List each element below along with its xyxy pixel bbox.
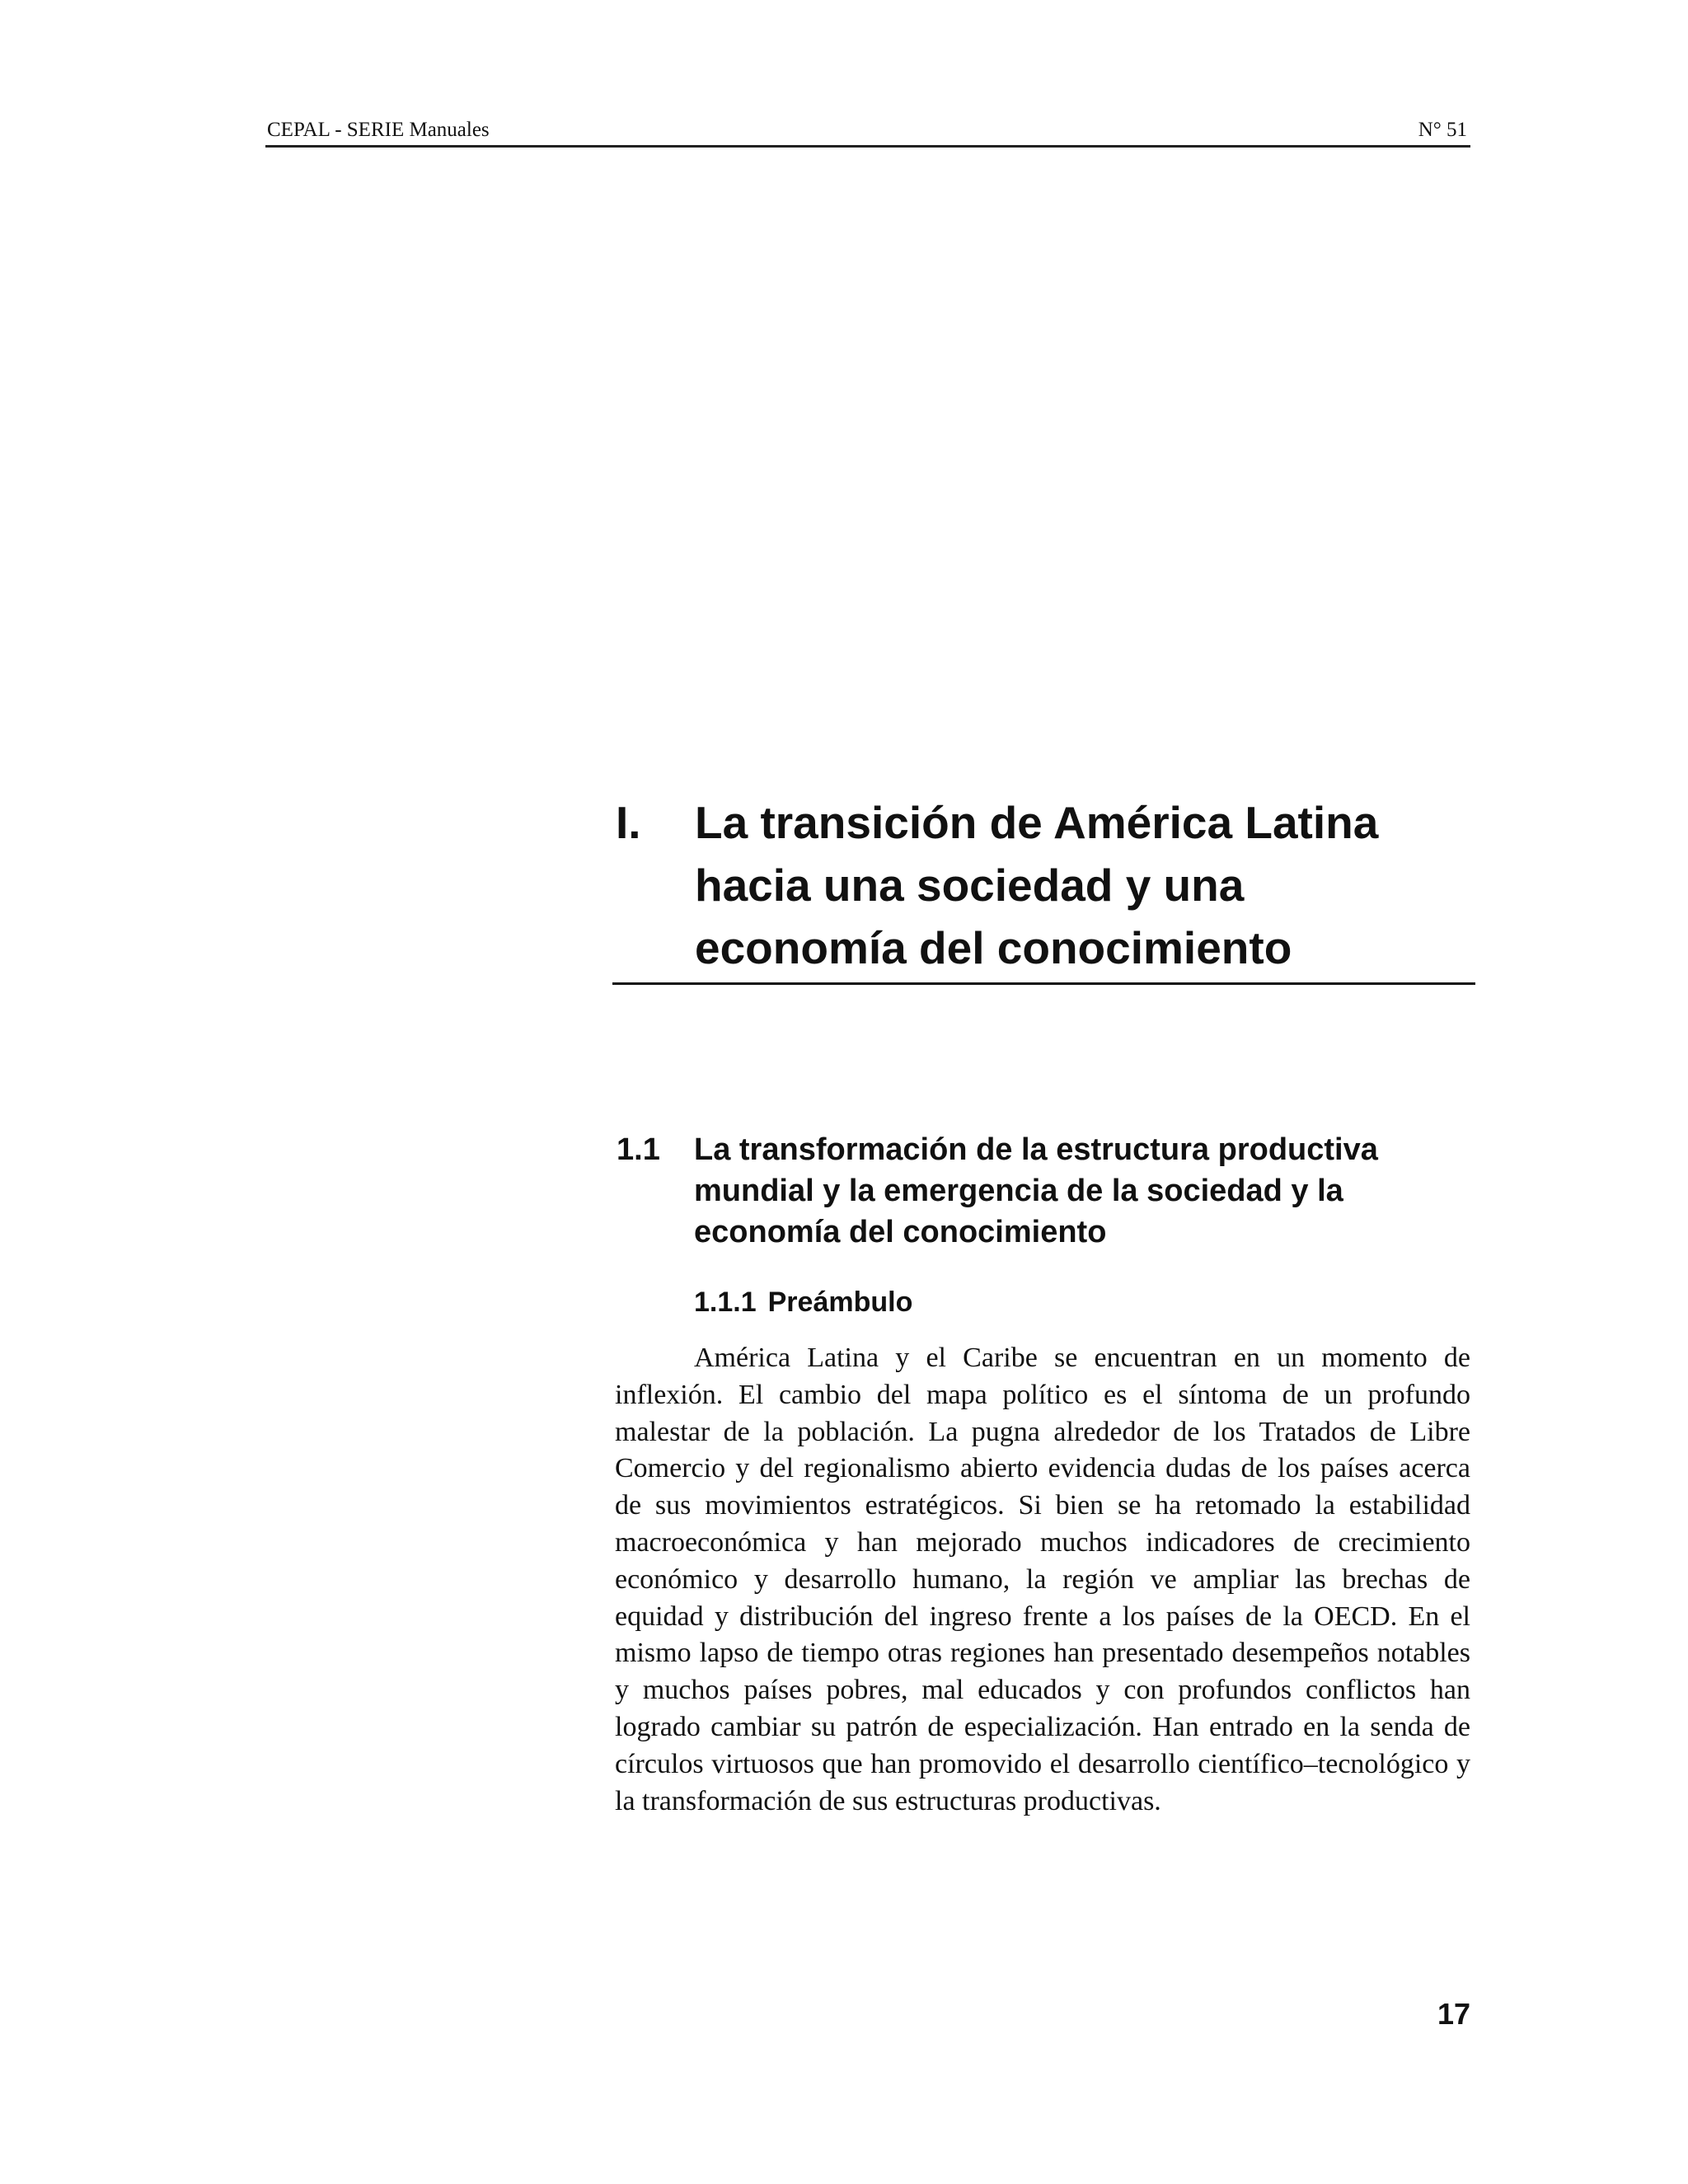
chapter-title: La transición de América Latina hacia una sociedad y una economía del conocimiento	[695, 797, 1379, 973]
chapter-heading	[612, 791, 1475, 985]
subsection-number: 1.1.1	[694, 1286, 757, 1318]
running-header	[265, 115, 1470, 148]
header-issue-number: N° 51	[1418, 119, 1467, 141]
subsection-heading	[694, 1284, 912, 1320]
page-number: 17	[1437, 1997, 1470, 2031]
header-series-title: CEPAL - SERIE Manuales	[267, 119, 490, 141]
chapter-number: I.	[616, 797, 641, 848]
subsection-title: Preámbulo	[767, 1286, 913, 1318]
body-paragraph: América Latina y el Caribe se encuentran en un momento de inflexión. El cambio del mapa político es el síntoma de un profundo malestar de la población. La pugna alrededor de los Tratados de Libre Comercio y del regionalismo abierto evidencia dudas de los países acerca de sus movimientos estratégicos. Si bien se ha retomado la estabilidad macroeconómica y han mejorado muchos indicadores de crecimiento económico y desarrollo humano, la región ve ampliar las brechas de equidad y distribución del ingreso frente a los países de la OECD. En el mismo lapso de tiempo otras regiones han presentado desempeños notables y muchos países pobres, mal educados y con profundos conflictos han logrado cambiar su patrón de especialización. Han entrado en la senda de círculos virtuosos que han promovido el desarrollo científico–tecnológico y la transformación de sus estructuras productivas.	[615, 1343, 1470, 1816]
section-number: 1.1	[617, 1132, 660, 1167]
section-title: La transformación de la estructura productiva mundial y la emergencia de la sociedad y la economía del conocimiento	[694, 1132, 1378, 1249]
